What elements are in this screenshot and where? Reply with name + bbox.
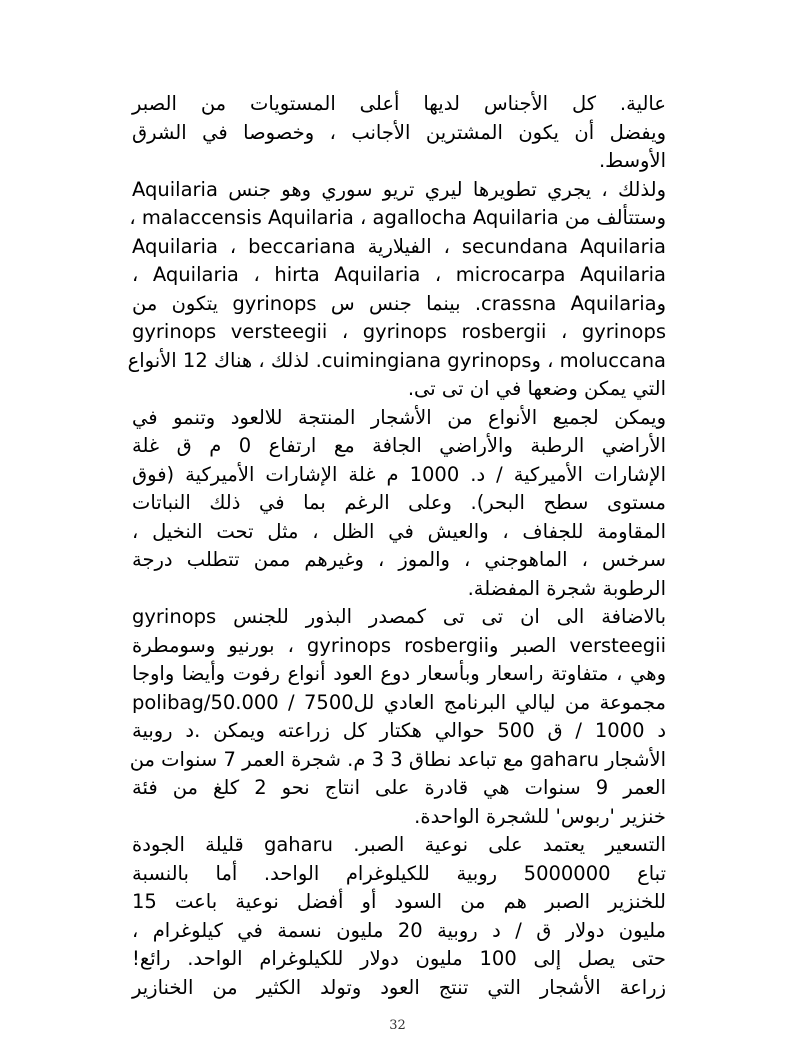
text-line: وcrassna Aquilaria. بينما جنس س gyrinops يتكون من (132, 291, 666, 315)
text-line: ولذلك ، يجري تطويرها ليري تريو سوري وهو جنس Aquilaria (132, 177, 666, 201)
text-line: الإشارات الأميركية / د. 1000 م غلة الإشارات الأميركية (فوق (132, 462, 666, 486)
text-line: مستوى سطح البحر). وعلى الرغم بما في ذلك النباتات (132, 491, 666, 514)
text-line: الأشجار gaharu مع تباعد نطاق 3 3 م. شجرة العمر 7 سنوات من (129, 747, 666, 771)
text-line: مجموعة من ليالي البرنامج العادي لل7500 / 50.000/polibag (132, 690, 667, 714)
text-line: د 1000 / ق 500 حوالي هكتار كل زراعته ويمكن .د روبية (132, 719, 667, 742)
text-line: وهي ، متفاوتة راسعار وبأسعار دوع العود أنواع رفوت وأيضا واوجا (132, 662, 666, 685)
text-line: المقاومة للجفاف ، والعيش في الظل ، مثل تحت النخيل ، (132, 519, 666, 543)
text-line: تباع 5000000 روبية للكيلوغرام الواحد. أما بالنسبة (132, 861, 666, 885)
document-body (127, 90, 667, 1002)
text-line: الرطوبة شجرة المفضلة. (467, 576, 666, 600)
text-line: Aquilaria ، hirta Aquilaria ، microcarpa Aquilaria ، (132, 263, 666, 286)
text-line: ويفضل أن يكون المشترين الأجانب ، وخصوصا في الشرق (132, 120, 666, 144)
text-line: secundana Aquilaria ، الفيلارية Aquilaria ، beccariana (132, 234, 666, 258)
page-number: 32 (389, 1018, 406, 1033)
text-line: العمر 9 سنوات هي قادرة على انتاج نحو 2 كلغ من فئة (132, 776, 666, 799)
text-line: حتى يصل إلى 100 مليون دولار للكيلوغرام الواحد. رائع! (132, 947, 666, 970)
text-line: وستتألف من malaccensis Aquilaria ، agallocha Aquilaria ، (129, 206, 666, 229)
text-line: سرخس ، الماهوجني ، والموز ، وغيرهم ممن تتطلب درجة (132, 548, 666, 571)
text-line: خنزير 'ربوس' للشجرة الواحدة. (414, 804, 666, 828)
text-line: الأراضي الرطبة والأراضي الجافة مع ارتفاع 0 م ق غلة (132, 434, 666, 457)
text-line: moluccana ، وcuimingiana gyrinops. لذلك ، هناك 12 الأنواع (127, 348, 666, 372)
text-line: الأوسط. (598, 149, 666, 172)
text-line: التسعير يعتمد على نوعية الصبر. gaharu قليلة الجودة (132, 833, 667, 856)
text-line: بالاضافة الى ان تى تى كمصدر البذور للجنس gyrinops (132, 605, 666, 628)
text-line: زراعة الأشجار التي تنتج العود وتولد الكثير من الخنازير (132, 975, 666, 999)
text-line: مليون دولار ق / د روبية 20 مليون نسمة في كيلوغرام ، (132, 918, 666, 942)
text-line: gyrinops versteegii ، gyrinops rosbergii ، gyrinops (132, 320, 666, 343)
text-line: versteegii الصبر وgyrinops rosbergii ، بورنيو وسومطرة (132, 633, 666, 657)
text-line: ويمكن لجميع الأنواع من الأشجار المنتجة للالعود وتنمو في (132, 405, 666, 429)
text-line: التي يمكن وضعها في ان تى تى. (407, 377, 666, 400)
text-line: للخنزير الصبر هم من السود أو أفضل نوعية باعت 15 (132, 890, 666, 913)
text-line: عالية. كل الأجناس لديها أعلى المستويات من الصبر (132, 92, 666, 115)
